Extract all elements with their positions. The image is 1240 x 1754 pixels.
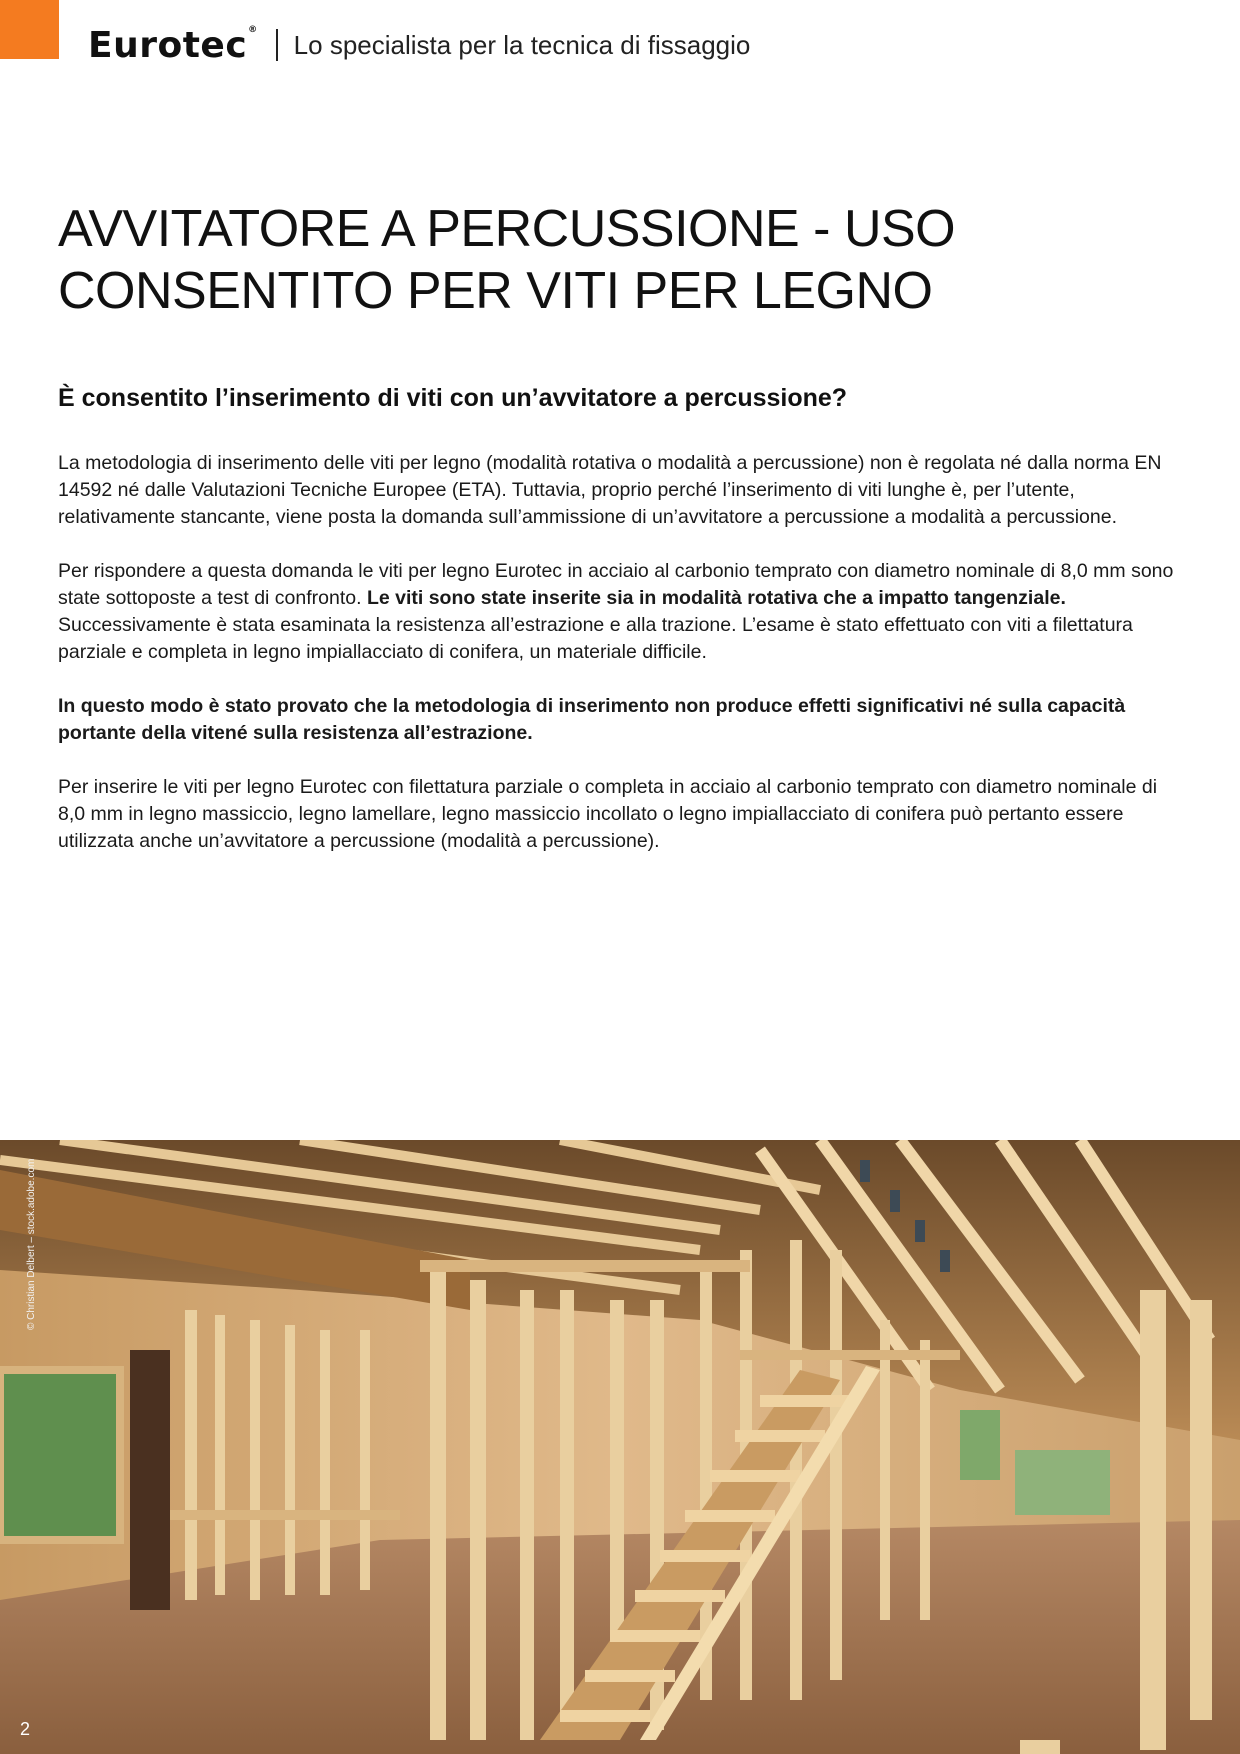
page-number: 2 xyxy=(20,1719,31,1739)
header-tagline: Lo specialista per la tecnica di fissaggio xyxy=(293,29,751,60)
paragraph-3-conclusion: In questo modo è stato provato che la metodologia di inserimento non produce effetti significativi né sulla capacità portante della vitené sulla resistenza all’estrazione. xyxy=(58,695,1126,744)
timber-frame-house-photo xyxy=(0,1140,1240,1754)
paragraph-2-highlight: Le viti sono state inserite sia in modalità rotativa che a impatto tangenziale. xyxy=(366,587,1066,609)
header xyxy=(88,22,750,68)
orange-corner-tab xyxy=(0,0,59,59)
paragraph-1: La metodologia di inserimento delle viti per legno (modalità rotativa o modalità a percussione) non è regolata né dalla norma EN 14592 né dalle Valutazioni Tecniche Europee (ETA). Tuttavia, proprio perché l’inserimento di viti lunghe è, per l’utente, relativamente stancante, viene posta la domanda sull’ammissione di un’avvitatore a percussione a modalità a percussione. xyxy=(58,452,1162,528)
body-text xyxy=(58,450,1178,882)
eurotec-logo: Eurotec® xyxy=(88,24,258,66)
header-divider xyxy=(276,29,278,61)
paragraph-4: Per inserire le viti per legno Eurotec con filettatura parziale o completa in acciaio al carbonio temprato con diametro nominale di 8,0 mm in legno massiccio, legno lamellare, legno massiccio incollato o legno impiallacciato di conifera può pertanto essere utilizzata anche un’avvitatore a percussione (modalità a percussione). xyxy=(58,776,1158,852)
section-question: È consentito l’inserimento di viti con un’avvitatore a percussione? xyxy=(58,384,848,412)
page-title: AVVITATORE A PERCUSSIONE - USO CONSENTITO PER VITI PER LEGNO xyxy=(58,200,956,320)
photo-credit: © Christian Delbert – stock.adobe.com xyxy=(26,1158,37,1330)
paragraph-2: Per rispondere a questa domanda le viti per legno Eurotec in acciaio al carbonio temprato con diametro nominale di 8,0 mm sono state sottoposte a test di confronto. Le viti sono state inserite sia in modalità rotativa che a impatto tangenziale. Successivamente è stata esaminata la resistenza all’estrazione e alla trazione. L’esame è stato effettuato con viti a filettatura parziale e completa in legno impiallacciato di conifera, un materiale difficile. xyxy=(58,560,1174,663)
